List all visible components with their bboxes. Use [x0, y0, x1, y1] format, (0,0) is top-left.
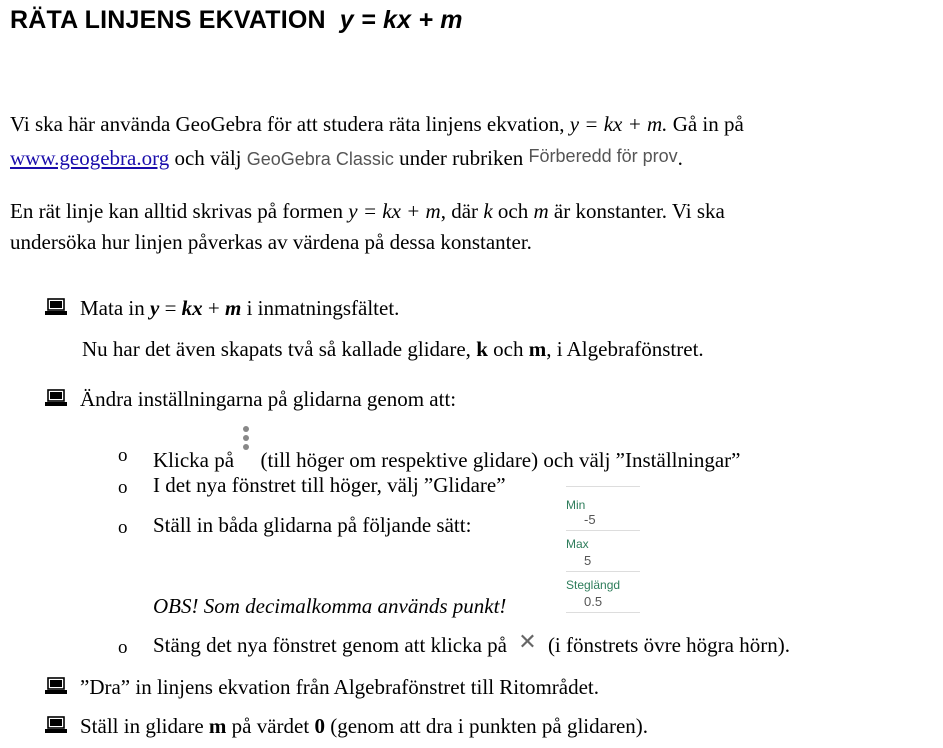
para2-k: k: [483, 199, 493, 223]
sub-item-d-text-b: (i fönstrets övre högra hörn).: [547, 633, 790, 657]
close-icon: ✕: [518, 630, 537, 655]
para2-text-d: är konstanter. Vi ska: [553, 199, 725, 223]
laptop-icon: [45, 389, 67, 407]
sub-item-d-text: Stäng det nya fönstret genom att klicka på: [153, 633, 507, 657]
geogebra-link[interactable]: www.geogebra.org: [10, 146, 170, 170]
para2-m: m: [533, 199, 549, 223]
slider-settings-panel: [566, 486, 640, 613]
step4-zero: 0: [314, 714, 325, 738]
min-label: Min: [566, 498, 586, 512]
intro-text-d: under rubriken: [399, 146, 524, 170]
intro-text-c: och välj: [174, 146, 242, 170]
step3-line: ”Dra” in linjens ekvation från Algebrafönstret till Ritområdet.: [80, 675, 600, 699]
sub-item-a: [153, 442, 740, 472]
intro-line-2: [10, 146, 683, 171]
max-label: Max: [566, 537, 589, 551]
step2-line: Ändra inställningarna på glidarna genom att:: [80, 387, 457, 411]
sub-item-d: [153, 630, 790, 658]
step1-sub-m: m: [528, 337, 547, 361]
step-label: Steglängd: [566, 578, 621, 592]
bullet-circle: o: [118, 477, 128, 498]
laptop-icon: [45, 298, 67, 316]
step1-eq-sign: =: [159, 296, 182, 320]
step4-line: [80, 714, 648, 738]
sub-item-c: Ställ in båda glidarna på följande sätt:: [153, 513, 472, 537]
min-value: -5: [566, 512, 640, 531]
step1-line: [80, 296, 399, 320]
intro-text: Vi ska här använda GeoGebra för att studera räta linjens ekvation,: [10, 112, 565, 136]
obs-note: OBS! Som decimalkomma används punkt!: [153, 594, 507, 618]
intro-text-b: Gå in på: [672, 112, 744, 136]
step1-sub-text: Nu har det även skapats två så kallade glidare,: [82, 337, 471, 361]
sub-item-a-text-b: (till höger om respektive glidare) och välj ”Inställningar”: [260, 448, 741, 472]
laptop-icon: [45, 677, 67, 695]
para2-och: och: [497, 199, 529, 223]
step4-text-b: på värdet: [231, 714, 310, 738]
step1-sub-och: och: [493, 337, 524, 361]
title-text: RÄTA LINJENS EKVATION: [10, 6, 326, 34]
step-value: 0.5: [566, 594, 640, 613]
step1-sub-text-b: , i Algebrafönstret.: [546, 337, 704, 361]
step1-text: Mata in: [80, 296, 145, 320]
step4-text: Ställ in glidare: [80, 714, 204, 738]
intro-line-1: [10, 112, 744, 136]
laptop-icon: [45, 716, 67, 734]
step4-text-c: (genom att dra i punkten på glidaren).: [330, 714, 649, 738]
step1-sub-k: k: [476, 337, 488, 361]
intro-equation: y = kx + m.: [569, 112, 668, 136]
more-options-icon: [243, 426, 251, 453]
step1-eq-m: m: [225, 296, 242, 320]
geogebra-classic-label: GeoGebra Classic: [246, 149, 394, 169]
intro-end: .: [677, 146, 683, 170]
page-title: [10, 6, 463, 35]
step1-text-b: i inmatningsfältet.: [246, 296, 400, 320]
para2-text: En rät linje kan alltid skrivas på formen: [10, 199, 343, 223]
forberedd-for-prov-label: Förberedd för prov: [528, 146, 678, 166]
max-value: 5: [566, 553, 640, 572]
bullet-circle: o: [118, 637, 128, 658]
bullet-circle: o: [118, 517, 128, 538]
para2-equation: y = kx + m: [348, 199, 441, 223]
para2-text-b: , där: [440, 199, 479, 223]
step1-eq-plus: +: [202, 296, 225, 320]
step1-eq-kx: kx: [181, 296, 203, 320]
para2-line-1: [10, 199, 725, 223]
step1-sub-line: [82, 337, 704, 361]
sub-item-a-text: Klicka på: [153, 448, 235, 472]
step4-m: m: [208, 714, 227, 738]
step1-eq-y: y: [149, 296, 160, 320]
bullet-circle: o: [118, 445, 128, 466]
title-equation: y = kx + m: [339, 6, 463, 34]
para2-line-2: undersöka hur linjen påverkas av värdena på dessa konstanter.: [10, 230, 532, 254]
sub-item-b: I det nya fönstret till höger, välj ”Glidare”: [153, 473, 506, 497]
